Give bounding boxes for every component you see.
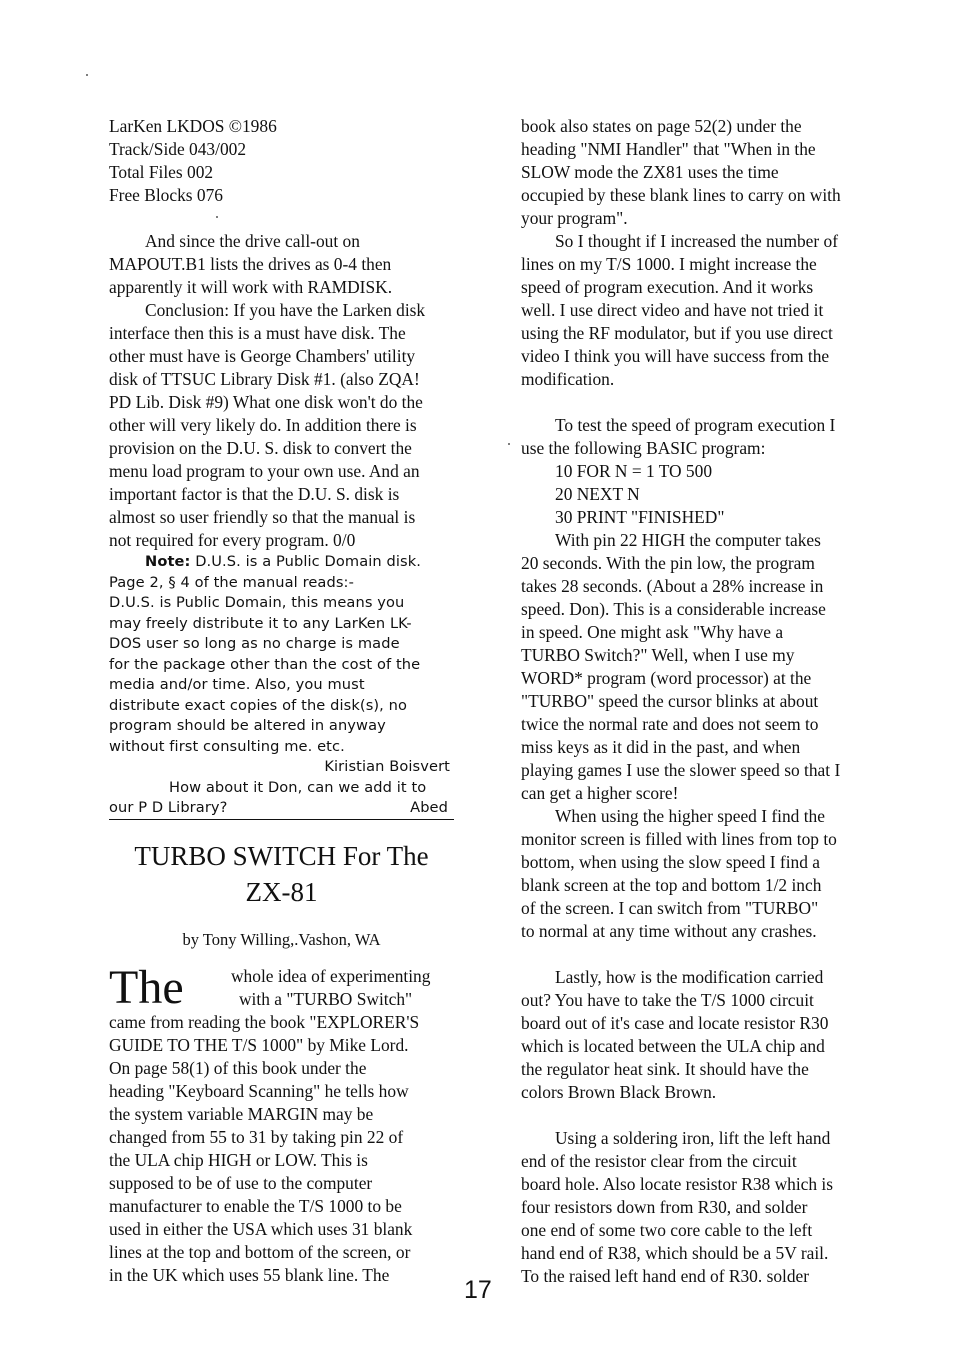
text-line: hand end of R38, which should be a 5V rail.	[521, 1243, 829, 1263]
right-column	[521, 115, 873, 1288]
text-line: speed of program execution. And it works	[521, 277, 814, 297]
text-line: four resistors down from R30, and solder	[521, 1197, 808, 1217]
page-number: 17	[464, 1276, 492, 1304]
text-line: speed. Don). This is a considerable increase	[521, 599, 826, 619]
paragraph	[521, 529, 873, 805]
text-line: lines on my T/S 1000. I might increase the	[521, 254, 817, 274]
note-line: Page 2, § 4 of the manual reads:-	[109, 573, 354, 591]
text-line: manufacturer to enable the T/S 1000 to be	[109, 1195, 402, 1216]
article-title: TURBO SWITCH For The ZX-81	[134, 840, 429, 907]
paragraph	[521, 805, 873, 943]
text-line: one end of some two core cable to the left	[521, 1220, 813, 1240]
text-line: takes 28 seconds. (About a 28% increase in	[521, 576, 824, 596]
text-line: occupied by these blank lines to carry on with	[521, 185, 841, 205]
note-author: Abed	[410, 799, 448, 816]
text-line: using the RF modulator, but if you use direct	[521, 323, 833, 343]
text-line: end of the resistor clear from the circuit	[521, 1151, 797, 1171]
paragraph	[109, 230, 454, 299]
text-line: important factor is that the D.U. S. disk is	[109, 484, 400, 504]
note-line: program should be altered in anyway	[109, 717, 386, 734]
text-line: bottom, when using the slow speed I find a	[521, 852, 820, 872]
text-line: the ULA chip HIGH or LOW. This is	[109, 1149, 368, 1170]
text-line: not required for every program. 0/0	[109, 530, 356, 550]
text-line: in speed. One might ask "Why have a	[521, 622, 784, 642]
note-text: D.U.S. is a Public Domain disk.	[190, 553, 422, 570]
text-line: To test the speed of program execution I	[555, 415, 836, 435]
drop-cap: The	[109, 960, 184, 1014]
note-sign-off	[109, 798, 454, 820]
text-line: came from reading the book "EXPLORER'S	[109, 1011, 420, 1032]
editor-note	[109, 552, 454, 820]
text-line: heading "Keyboard Scanning" he tells how	[109, 1080, 409, 1101]
text-line: disk of TTSUC Library Disk #1. (also ZQA!	[109, 369, 420, 389]
disk-info-block	[109, 115, 454, 207]
note-question: How about it Don, can we add it to	[169, 778, 427, 796]
text-line: supposed to be of use to the computer	[109, 1172, 373, 1193]
text-line: interface then this is a must have disk. The	[109, 323, 406, 343]
text-line: MAPOUT.B1 lists the drives as 0-4 then	[109, 254, 392, 274]
text-line: other will very likely do. In addition there is	[109, 415, 417, 435]
text-line: almost so user friendly so that the manual is	[109, 507, 416, 527]
note-line: may freely distribute it to any LarKen LK-	[109, 614, 412, 632]
text-line: provision on the D.U. S. disk to convert the	[109, 438, 412, 458]
text-line: lines at the top and bottom of the screen, or	[109, 1241, 411, 1262]
article-body-start	[109, 960, 454, 1014]
text-line: miss keys as it did in the past, and when	[521, 737, 801, 757]
paragraph	[109, 299, 454, 552]
text-line: apparently it will work with RAMDISK.	[109, 277, 393, 297]
text-line: whole idea of experimenting	[231, 965, 431, 986]
text-line: with a "TURBO Switch"	[239, 988, 413, 1009]
text-line: When using the higher speed I find the	[555, 806, 825, 826]
code-line: 20 NEXT N	[555, 484, 640, 504]
text-line: board out of it's case and locate resistor R30	[521, 1013, 829, 1033]
paragraph	[521, 115, 873, 230]
paragraph	[521, 230, 873, 391]
text-line: SLOW mode the ZX81 uses the time	[521, 162, 779, 182]
article-byline: by Tony Willing,.Vashon, WA	[182, 929, 381, 949]
code-listing	[521, 460, 873, 529]
text-line: which is located between the ULA chip and	[521, 1036, 825, 1056]
text-line: video I think you will have success from the	[521, 346, 830, 366]
note-line: DOS user so long as no charge is made	[109, 635, 400, 652]
text-line: your program".	[521, 208, 628, 228]
disk-info-line: Track/Side 043/002	[109, 139, 247, 159]
text-line: in the UK which uses 55 blank line. The	[109, 1264, 390, 1285]
text-line: twice the normal rate and does not seem to	[521, 714, 819, 734]
text-line: used in either the USA which uses 31 blank	[109, 1218, 413, 1239]
note-label: Note:	[145, 553, 191, 570]
note-line: for the package other than the cost of the	[109, 655, 421, 673]
text-line: the regulator heat sink. It should have the	[521, 1059, 809, 1079]
code-line: 30 PRINT "FINISHED"	[555, 507, 725, 527]
text-line: modification.	[521, 369, 615, 389]
text-line: And since the drive call-out on	[145, 231, 360, 251]
text-line: board hole. Also locate resistor R38 which is	[521, 1174, 834, 1194]
text-line: playing games I use the slower speed so that I	[521, 760, 841, 780]
text-line: the system variable MARGIN may be	[109, 1103, 374, 1124]
note-question-end: our P D Library?	[109, 799, 228, 816]
note-line: media and/or time. Also, you must	[109, 676, 365, 693]
note-line: distribute exact copies of the disk(s), no	[109, 696, 408, 714]
text-line: Lastly, how is the modification carried	[555, 967, 824, 987]
disk-info-line: LarKen LKDOS ©1986	[109, 116, 277, 136]
text-line: can get a higher score!	[521, 783, 679, 803]
paragraph	[521, 414, 873, 460]
text-line: Conclusion: If you have the Larken disk	[145, 300, 426, 320]
left-column	[109, 115, 454, 1287]
text-line: Using a soldering iron, lift the left hand	[555, 1128, 831, 1148]
text-line: book also states on page 52(2) under the	[521, 116, 802, 136]
text-line: blank screen at the top and bottom 1/2 inch	[521, 875, 822, 895]
text-line: of the screen. I can switch from "TURBO"	[521, 898, 819, 918]
disk-info-line: Total Files 002	[109, 162, 214, 182]
text-line: "TURBO" speed the cursor blinks at about	[521, 691, 819, 711]
text-line: well. I use direct video and have not tried it	[521, 300, 824, 320]
paragraph	[521, 1127, 873, 1288]
note-line: without first consulting me. etc.	[109, 737, 345, 755]
text-line: other must have is George Chambers' utility	[109, 346, 416, 366]
scan-speck	[86, 74, 88, 76]
code-line: 10 FOR N = 1 TO 500	[555, 461, 713, 481]
note-signature: Kiristian Boisvert	[324, 758, 450, 775]
note-line: D.U.S. is Public Domain, this means you	[109, 594, 405, 611]
paragraph	[521, 966, 873, 1104]
text-line: TURBO Switch?" Well, when I use my	[521, 645, 795, 665]
text-line: out? You have to take the T/S 1000 circuit	[521, 990, 814, 1010]
text-line: changed from 55 to 31 by taking pin 22 of	[109, 1126, 404, 1147]
scan-speck	[508, 443, 510, 445]
text-line: monitor screen is filled with lines from top to	[521, 829, 837, 849]
text-line: With pin 22 HIGH the computer takes	[555, 530, 821, 550]
text-line: to normal at any time without any crashes.	[521, 921, 817, 941]
text-line: To the raised left hand end of R30. solder	[521, 1266, 810, 1286]
text-line: heading "NMI Handler" that "When in the	[521, 139, 816, 159]
disk-info-line: Free Blocks 076	[109, 185, 223, 205]
text-line: On page 58(1) of this book under the	[109, 1057, 367, 1078]
text-line: PD Lib. Disk #9) What one disk won't do the	[109, 392, 423, 412]
text-line: WORD* program (word processor) at the	[521, 668, 812, 688]
text-line: 20 seconds. With the pin low, the program	[521, 553, 815, 573]
text-line: So I thought if I increased the number of	[555, 231, 839, 251]
text-line: GUIDE TO THE T/S 1000" by Mike Lord.	[109, 1034, 409, 1055]
text-line: menu load program to your own use. And an	[109, 461, 420, 481]
text-line: colors Brown Black Brown.	[521, 1082, 717, 1102]
paragraph	[109, 1011, 454, 1287]
text-line: use the following BASIC program:	[521, 438, 766, 458]
